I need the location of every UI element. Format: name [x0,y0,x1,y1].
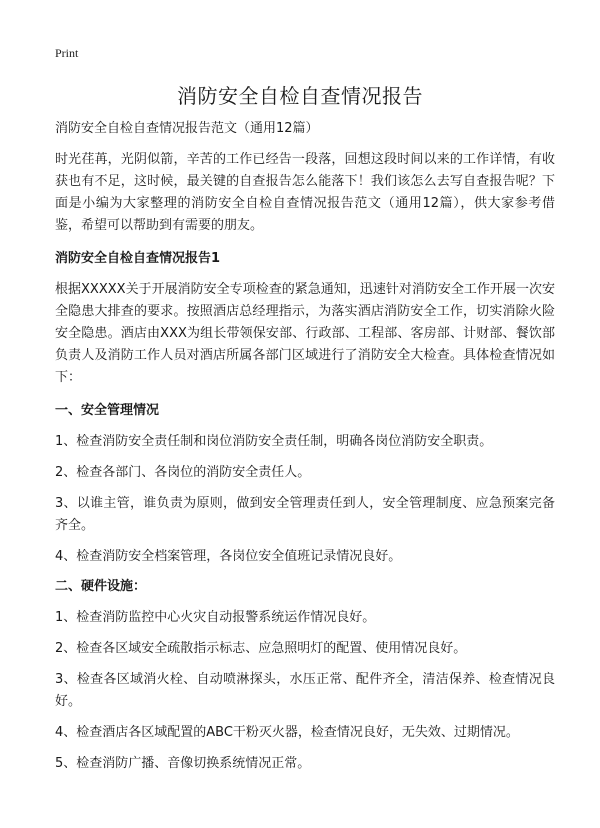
list-item: 3、检查各区域消火栓、自动喷淋探头，水压正常、配件齐全，清洁保养、检查情况良好。 [55,672,555,709]
report-heading: 消防安全自检自查情况报告1 [55,251,221,266]
page-title: 消防安全自检自查情况报告 [177,84,423,108]
document-subtitle: 消防安全自检自查情况报告范文（通用12篇） [55,121,319,136]
list-item: 3、以谁主管，谁负责为原则，做到安全管理责任到人，安全管理制度、应急预案完备齐全。 [55,496,555,533]
section-heading: 二、硬件设施： [55,579,147,594]
report-intro-paragraph: 根据XXXXX关于开展消防安全专项检查的紧急通知，迅速针对消防安全工作开展一次安全隐患大排查的要求。按照酒店总经理指示，为落实酒店消防安全工作，切实消除火险安全隐患。酒店由XXX为组长带领保安部、行政部、工程部、客房部、计财部、餐饮部负责人及消防工作人员对酒店所属各部门区域进行了消防安全大检查。具体检查情况如下： [55,282,555,385]
section-heading: 一、安全管理情况 [55,403,160,418]
print-link[interactable]: Print [55,46,79,60]
list-item: 2、检查各部门、各岗位的消防安全责任人。 [55,465,311,480]
intro-paragraph: 时光荏苒，光阴似箭，辛苦的工作已经告一段落，回想这段时间以来的工作详情，有收获也有不足，这时候，最关键的自查报告怎么能落下！我们该怎么去写自查报告呢？下面是小编为大家整理的消防安全自检自查情况报告范文（通用12篇），供大家参考借鉴，希望可以帮助到有需要的朋友。 [55,152,555,233]
document-body [55,119,555,784]
list-item: 1、检查消防安全责任制和岗位消防安全责任制，明确各岗位消防安全职责。 [55,434,493,449]
list-item: 1、检查消防监控中心火灾自动报警系统运作情况良好。 [55,610,376,625]
list-item: 4、检查酒店各区域配置的ABC干粉灭火器，检查情况良好，无失效、过期情况。 [55,725,519,740]
list-item: 2、检查各区域安全疏散指示标志、应急照明灯的配置、使用情况良好。 [55,641,467,656]
list-item: 4、检查消防安全档案管理，各岗位安全值班记录情况良好。 [55,549,402,564]
list-item: 5、检查消防广播、音像切换系统情况正常。 [55,756,311,771]
